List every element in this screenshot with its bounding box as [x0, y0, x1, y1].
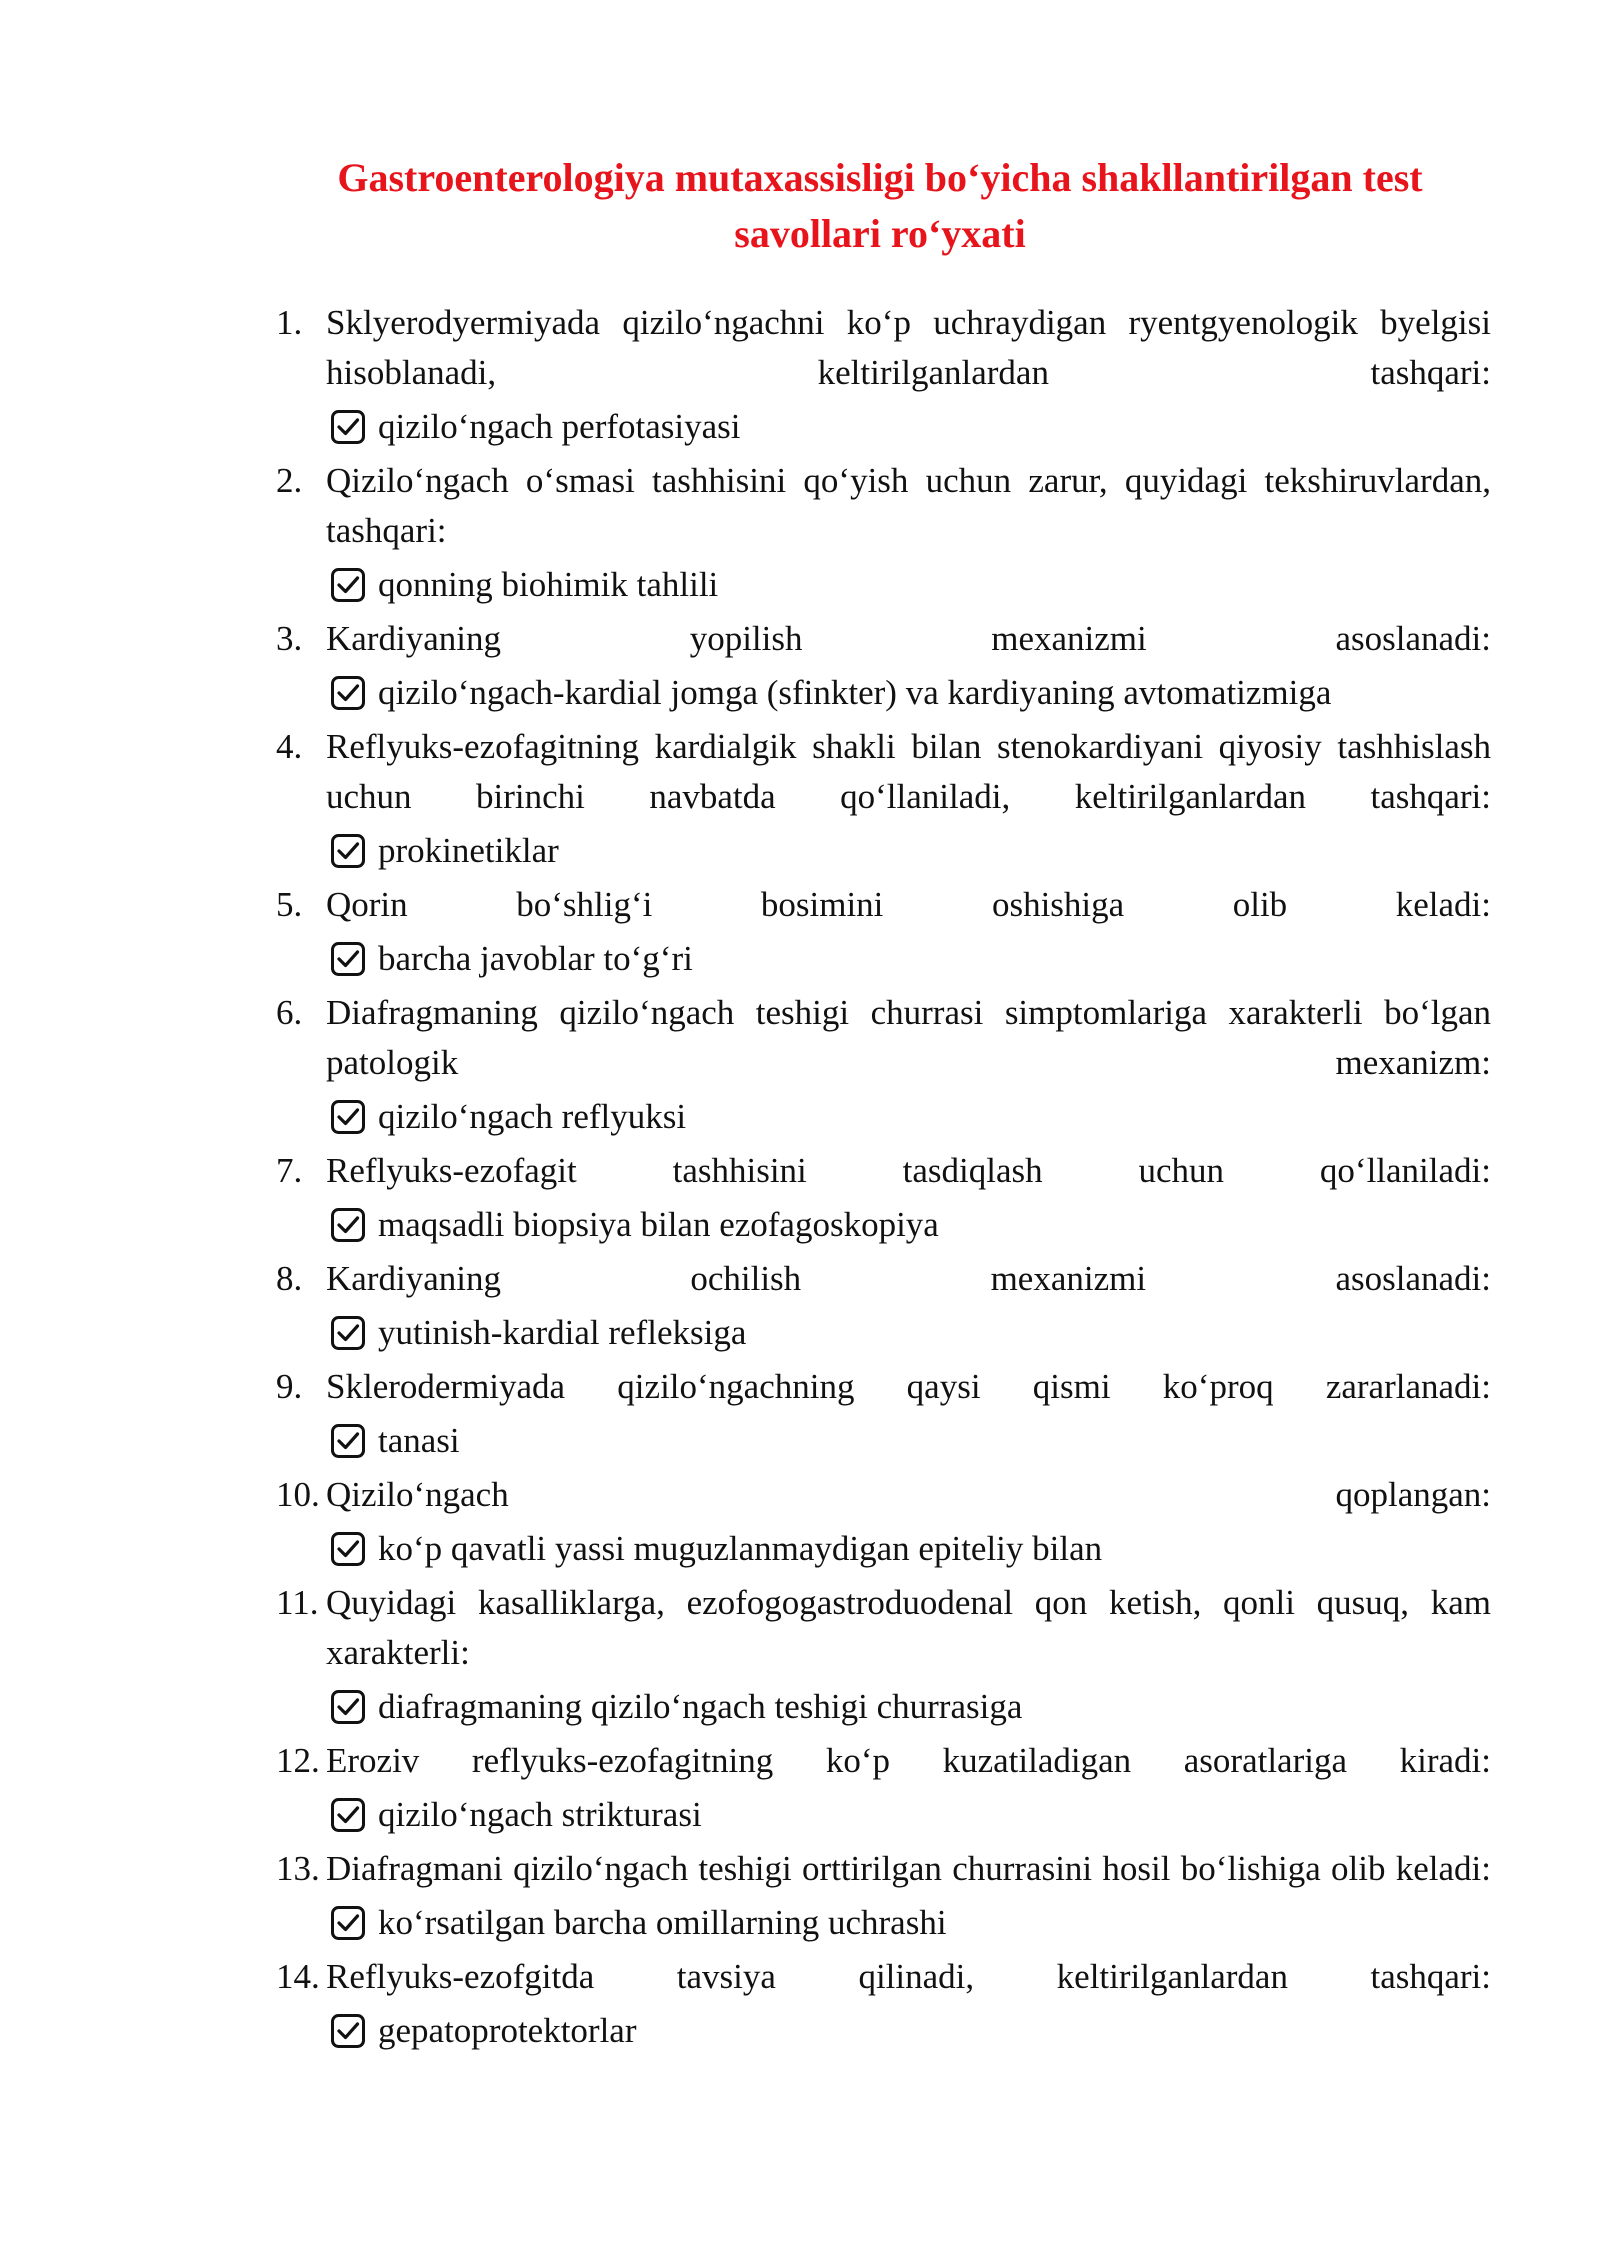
answer-text: barcha javoblar to‘g‘ri: [378, 939, 693, 978]
checkbox-checked-icon: [330, 2013, 366, 2049]
question-item: [276, 1736, 1491, 1844]
question-item: [276, 1254, 1491, 1362]
question-item: [276, 1146, 1491, 1254]
question-item: [276, 722, 1491, 880]
question-row: [276, 988, 1491, 1088]
question-number: 8.: [276, 1259, 303, 1298]
answer-text: maqsadli biopsiya bilan ezofagoskopiya: [378, 1205, 939, 1244]
answer-row: [330, 2002, 1491, 2060]
question-row: [276, 1362, 1491, 1412]
question-row: [276, 1254, 1491, 1304]
question-text: Qizilo‘ngach o‘smasi tashhisini qo‘yish uchun zarur, quyidagi tekshiruvlardan, tashqari:: [326, 461, 1491, 550]
answer-row: [330, 1088, 1491, 1146]
answer-text: ko‘rsatilgan barcha omillarning uchrashi: [378, 1903, 947, 1942]
question-item: [276, 1844, 1491, 1952]
question-row: [276, 880, 1491, 930]
answer-text: qonning biohimik tahlili: [378, 565, 719, 604]
checkbox-checked-icon: [330, 675, 366, 711]
question-text: Reflyuks-ezofgitda tavsiya qilinadi, keltirilganlardan tashqari:: [326, 1957, 1491, 1996]
answer-row: [330, 1196, 1491, 1254]
question-text: Sklerodermiyada qizilo‘ngachning qaysi qismi ko‘proq zararlanadi:: [326, 1367, 1491, 1406]
answer-row: [330, 1678, 1491, 1736]
question-number: 1.: [276, 303, 303, 342]
answer-row: [330, 556, 1491, 614]
question-text: Reflyuks-ezofagit tashhisini tasdiqlash uchun qo‘llaniladi:: [326, 1151, 1491, 1190]
question-item: [276, 456, 1491, 614]
question-text: Diafragmaning qizilo‘ngach teshigi churrasi simptomlariga xarakterli bo‘lgan patologik mexanizm:: [326, 993, 1491, 1082]
question-text: Kardiyaning yopilish mexanizmi asoslanadi:: [326, 619, 1491, 658]
answer-row: [330, 664, 1491, 722]
answer-row: [330, 398, 1491, 456]
question-number: 2.: [276, 461, 303, 500]
question-row: [276, 722, 1491, 822]
answer-text: qizilo‘ngach perfotasiyasi: [378, 407, 741, 446]
question-list: [276, 298, 1491, 2060]
question-row: [276, 456, 1491, 556]
title-line-2: savollari ro‘yxati: [734, 211, 1026, 256]
checkbox-checked-icon: [330, 941, 366, 977]
checkbox-checked-icon: [330, 1905, 366, 1941]
question-text: Quyidagi kasalliklarga, ezofogogastroduodenal qon ketish, qonli qusuq, kam xarakterli:: [326, 1583, 1491, 1672]
question-number: 11.: [276, 1583, 319, 1622]
answer-text: prokinetiklar: [378, 831, 559, 870]
answer-row: [330, 822, 1491, 880]
answer-text: qizilo‘ngach reflyuksi: [378, 1097, 687, 1136]
checkbox-checked-icon: [330, 409, 366, 445]
checkbox-checked-icon: [330, 1207, 366, 1243]
question-text: Qizilo‘ngach qoplangan:: [326, 1475, 1491, 1514]
question-item: [276, 1470, 1491, 1578]
answer-text: gepatoprotektorlar: [378, 2011, 637, 2050]
answer-text: qizilo‘ngach strikturasi: [378, 1795, 702, 1834]
checkbox-checked-icon: [330, 1315, 366, 1351]
question-row: [276, 1736, 1491, 1786]
checkbox-checked-icon: [330, 1689, 366, 1725]
checkbox-checked-icon: [330, 1797, 366, 1833]
answer-text: yutinish-kardial refleksiga: [378, 1313, 747, 1352]
checkbox-checked-icon: [330, 1099, 366, 1135]
question-number: 5.: [276, 885, 303, 924]
question-number: 14.: [276, 1957, 320, 1996]
question-text: Reflyuks-ezofagitning kardialgik shakli bilan stenokardiyani qiyosiy tashhislash uchun birinchi navbatda qo‘llaniladi, keltirilganlardan tashqari:: [326, 727, 1491, 816]
question-text: Qorin bo‘shlig‘i bosimini oshishiga olib keladi:: [326, 885, 1491, 924]
question-item: [276, 298, 1491, 456]
question-number: 3.: [276, 619, 303, 658]
question-item: [276, 1952, 1491, 2060]
question-item: [276, 1578, 1491, 1736]
question-row: [276, 1844, 1491, 1894]
question-text: Eroziv reflyuks-ezofagitning ko‘p kuzatiladigan asoratlariga kiradi:: [326, 1741, 1491, 1780]
checkbox-checked-icon: [330, 833, 366, 869]
answer-text: qizilo‘ngach-kardial jomga (sfinkter) va kardiyaning avtomatizmiga: [378, 673, 1332, 712]
question-number: 7.: [276, 1151, 303, 1190]
answer-row: [330, 1304, 1491, 1362]
answer-row: [330, 1786, 1491, 1844]
question-number: 6.: [276, 993, 303, 1032]
question-row: [276, 1578, 1491, 1678]
answer-row: [330, 1412, 1491, 1470]
question-text: Diafragmani qizilo‘ngach teshigi orttirilgan churrasini hosil bo‘lishiga olib keladi:: [326, 1849, 1491, 1888]
answer-text: ko‘p qavatli yassi muguzlanmaydigan epiteliy bilan: [378, 1529, 1103, 1568]
question-row: [276, 1146, 1491, 1196]
question-text: Sklyerodyermiyada qizilo‘ngachni ko‘p uchraydigan ryentgyenologik byelgisi hisoblanadi, keltirilganlardan tashqari:: [326, 303, 1491, 392]
question-item: [276, 1362, 1491, 1470]
question-item: [276, 988, 1491, 1146]
question-item: [276, 614, 1491, 722]
question-number: 4.: [276, 727, 303, 766]
checkbox-checked-icon: [330, 567, 366, 603]
question-number: 13.: [276, 1849, 320, 1888]
title-line-1: Gastroenterologiya mutaxassisligi bo‘yicha shakllantirilgan test: [337, 155, 1423, 200]
answer-row: [330, 1520, 1491, 1578]
question-item: [276, 880, 1491, 988]
document-title: [260, 150, 1500, 262]
checkbox-checked-icon: [330, 1423, 366, 1459]
checkbox-checked-icon: [330, 1531, 366, 1567]
question-row: [276, 614, 1491, 664]
question-row: [276, 1952, 1491, 2002]
question-text: Kardiyaning ochilish mexanizmi asoslanadi:: [326, 1259, 1491, 1298]
question-number: 12.: [276, 1741, 320, 1780]
question-row: [276, 298, 1491, 398]
answer-row: [330, 1894, 1491, 1952]
question-number: 9.: [276, 1367, 303, 1406]
question-row: [276, 1470, 1491, 1520]
question-number: 10.: [276, 1475, 320, 1514]
answer-row: [330, 930, 1491, 988]
answer-text: tanasi: [378, 1421, 460, 1460]
answer-text: diafragmaning qizilo‘ngach teshigi churrasiga: [378, 1687, 1023, 1726]
